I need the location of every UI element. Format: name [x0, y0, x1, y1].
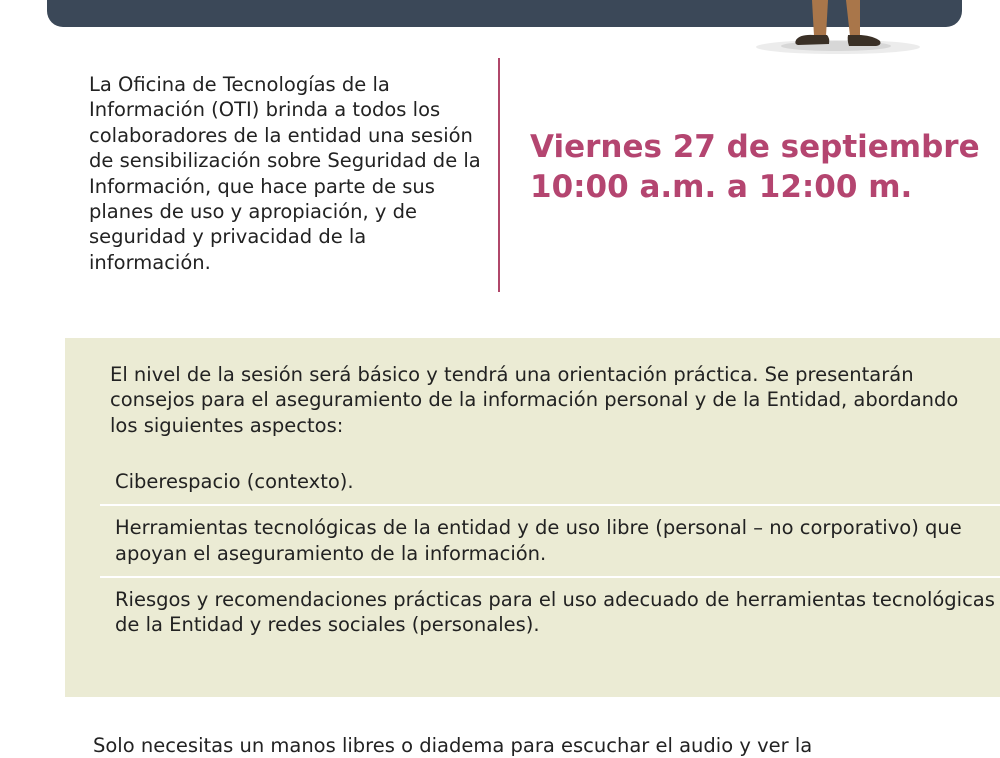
- panel-intro-text: El nivel de la sesión será básico y tendrá una orientación práctica. Se presentarán consejos para el aseguramiento de la información personal y de la Entidad, abordando los siguientes aspectos:: [110, 363, 959, 437]
- event-time: 10:00 a.m. a 12:00 m.: [530, 169, 913, 205]
- topic-text: Herramientas tecnológicas de la entidad y de uso libre (personal – no corporativo) que apoyan el aseguramiento de la información.: [115, 516, 962, 565]
- vertical-divider: [498, 58, 500, 292]
- event-info: [530, 127, 980, 207]
- footer-note: Solo necesitas un manos libres o diadema para escuchar el audio y ver la: [93, 734, 813, 757]
- topic-item-tools: [100, 506, 1000, 578]
- intro-paragraph: La Oficina de Tecnologías de la Información (OTI) brinda a todos los colaboradores de la entidad una sesión de sensibilización sobre Seguridad de la Información, que hace parte de sus planes de uso y apropiación, y de seguridad y privacidad de la información.: [89, 73, 481, 274]
- person-illustration: [748, 0, 928, 60]
- topic-list: [100, 460, 1000, 647]
- topic-text: Ciberespacio (contexto).: [115, 470, 354, 493]
- session-details-panel: [65, 338, 1000, 697]
- event-date: Viernes 27 de septiembre: [530, 129, 980, 165]
- topic-item-cyberspace: [100, 460, 1000, 506]
- topic-item-risks: [100, 578, 1000, 648]
- topic-text: Riesgos y recomendaciones prácticas para el uso adecuado de herramientas tecnológicas de la Entidad y redes sociales (personales).: [115, 587, 995, 637]
